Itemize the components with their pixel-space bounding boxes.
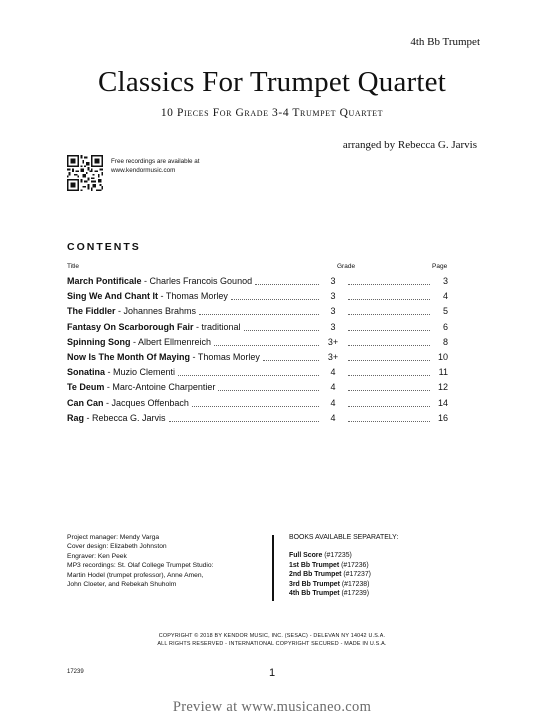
credit-line: Cover design: Elizabeth Johnston [67, 543, 167, 551]
credit-line: Martin Hodel (trumpet professor), Anne Amen, [67, 571, 204, 579]
composer: - Muzio Clementi [105, 367, 176, 378]
piece-title: The Fiddler [67, 306, 116, 317]
dot-leader [348, 421, 430, 422]
book-item [289, 561, 398, 570]
book-name: Full Score [289, 552, 323, 560]
book-code: (#17239) [339, 590, 370, 598]
contents-row[interactable] [67, 396, 448, 411]
dot-leader [348, 390, 430, 391]
grade: 3 [330, 291, 336, 302]
dot-leader [178, 375, 319, 376]
page-ref: 16 [437, 412, 448, 423]
credit-line: MP3 recordings: St. Olaf College Trumpet Studio: [67, 562, 214, 570]
composer: - Jacques Offenbach [103, 397, 189, 408]
contents-entry [67, 411, 166, 426]
dot-leader [199, 314, 319, 315]
page-title: Classics For Trumpet Quartet [98, 66, 446, 98]
composer: - Marc-Antoine Charpentier [104, 382, 216, 393]
dot-leader [348, 345, 430, 346]
contents-entry [67, 304, 196, 319]
page-ref: 5 [442, 306, 448, 317]
book-item [289, 570, 398, 579]
page-ref: 4 [442, 291, 448, 302]
grade: 4 [330, 397, 336, 408]
contents-entry [67, 335, 211, 350]
contents-row[interactable] [67, 350, 448, 365]
grade: 3 [330, 276, 336, 286]
dot-leader [192, 406, 319, 407]
arranger: arranged by Rebecca G. Jarvis [342, 139, 477, 151]
piece-title: Rag [67, 412, 85, 423]
page-ref: 10 [437, 351, 448, 362]
subtitle: 10 Pieces For Grade 3-4 Trumpet Quartet [160, 107, 384, 119]
credit-line: Project manager: Mendy Varga [67, 534, 160, 541]
book-code: (#17236) [339, 561, 369, 569]
contents-entry [67, 320, 241, 335]
copyright-line: COPYRIGHT © 2018 BY KENDOR MUSIC, INC. (SESAC) - DELEVAN NY 14042 U.S.A. [158, 633, 386, 639]
part-name: 4th Bb Trumpet [410, 36, 480, 48]
contents-row[interactable] [67, 411, 448, 426]
contents-entry [67, 274, 252, 289]
preview-banner[interactable] [0, 694, 544, 720]
contents-entry [67, 380, 215, 395]
preview-banner-text[interactable]: Preview at www.musicaneo.com [172, 699, 372, 715]
composer: - Rebecca G. Jarvis [84, 412, 166, 423]
book-item [289, 551, 398, 560]
composer: - Thomas Morley [158, 291, 228, 302]
dot-leader [348, 299, 430, 300]
contents-entry [67, 289, 228, 304]
grade: 4 [330, 412, 336, 423]
composer: - Johannes Brahms [115, 306, 197, 317]
dot-leader [348, 375, 430, 376]
grade: 4 [330, 382, 336, 393]
divider [272, 535, 274, 601]
contents-row[interactable] [67, 289, 448, 304]
copyright [0, 633, 544, 648]
dot-leader [348, 314, 430, 315]
book-code: (#17235) [322, 552, 352, 560]
piece-title: March Pontificale [67, 276, 142, 286]
book-code: (#17237) [341, 571, 371, 579]
grade: 3 [330, 306, 336, 317]
contents-row[interactable] [67, 380, 448, 395]
contents-heading: CONTENTS [67, 241, 141, 253]
contents-row[interactable] [67, 335, 448, 350]
piece-title: Sing We And Chant It [67, 291, 158, 302]
dot-leader [218, 390, 319, 391]
dot-leader [348, 284, 430, 285]
books-heading: BOOKS AVAILABLE SEPARATELY: [289, 534, 399, 541]
composer: - traditional [193, 321, 241, 332]
dot-leader [244, 330, 319, 331]
dot-leader [348, 406, 430, 407]
contents-row[interactable] [67, 320, 448, 335]
contents-entry [67, 396, 189, 411]
recordings-note [111, 157, 200, 175]
recordings-note-text: Free recordings are available at [111, 158, 200, 165]
credit-line: Engraver: Ken Peek [67, 552, 127, 560]
qr-code-icon [67, 155, 103, 191]
contents-list [67, 274, 448, 426]
dot-leader [255, 284, 319, 285]
contents-row[interactable] [67, 304, 448, 319]
column-header-title: Title [67, 263, 80, 270]
contents-row[interactable] [67, 274, 448, 289]
credit-line: John Cloeter, and Rebekah Shuholm [67, 581, 177, 589]
credits [67, 533, 213, 589]
recordings-url[interactable]: www.kendormusic.com [111, 167, 176, 174]
book-name: 4th Bb Trumpet [289, 590, 340, 598]
books-available [289, 533, 398, 598]
copyright-line: ALL RIGHTS RESERVED - INTERNATIONAL COPYRIGHT SECURED - MADE IN U.S.A. [157, 640, 387, 647]
contents-row[interactable] [67, 365, 448, 380]
page-ref: 3 [442, 276, 448, 286]
grade: 4 [330, 367, 336, 378]
book-name: 3rd Bb Trumpet [289, 580, 340, 588]
page-number: 1 [268, 667, 276, 679]
page-ref: 11 [438, 367, 448, 378]
grade: 3 [330, 321, 336, 332]
catalog-number: 17239 [67, 669, 84, 675]
piece-title: Sonatina [67, 367, 106, 378]
piece-title: Spinning Song [67, 336, 131, 347]
book-code: (#17238) [339, 580, 370, 588]
composer: - Thomas Morley [190, 351, 260, 362]
contents-entry [67, 350, 260, 365]
contents-entry [67, 365, 175, 380]
book-item [289, 589, 398, 598]
book-name: 1st Bb Trumpet [289, 561, 340, 569]
page-ref: 8 [442, 336, 448, 347]
dot-leader [348, 330, 430, 331]
grade: 3+ [327, 351, 339, 362]
book-item [289, 580, 398, 589]
page-ref: 6 [442, 321, 448, 332]
books-list [289, 551, 398, 598]
piece-title: Te Deum [67, 382, 105, 393]
book-name: 2nd Bb Trumpet [289, 571, 342, 579]
dot-leader [348, 360, 430, 361]
dot-leader [169, 421, 319, 422]
dot-leader [231, 299, 319, 300]
page-ref: 12 [437, 382, 448, 393]
composer: - Charles Francois Gounod [141, 276, 253, 286]
composer: - Albert Ellmenreich [130, 336, 212, 347]
column-header-page: Page [432, 263, 448, 270]
piece-title: Fantasy On Scarborough Fair [67, 321, 194, 332]
piece-title: Now Is The Month Of Maying [67, 351, 190, 362]
grade: 3+ [327, 336, 339, 347]
column-header-grade: Grade [337, 263, 356, 270]
piece-title: Can Can [67, 397, 104, 408]
dot-leader [214, 345, 319, 346]
page-ref: 14 [437, 397, 448, 408]
dot-leader [263, 360, 319, 361]
